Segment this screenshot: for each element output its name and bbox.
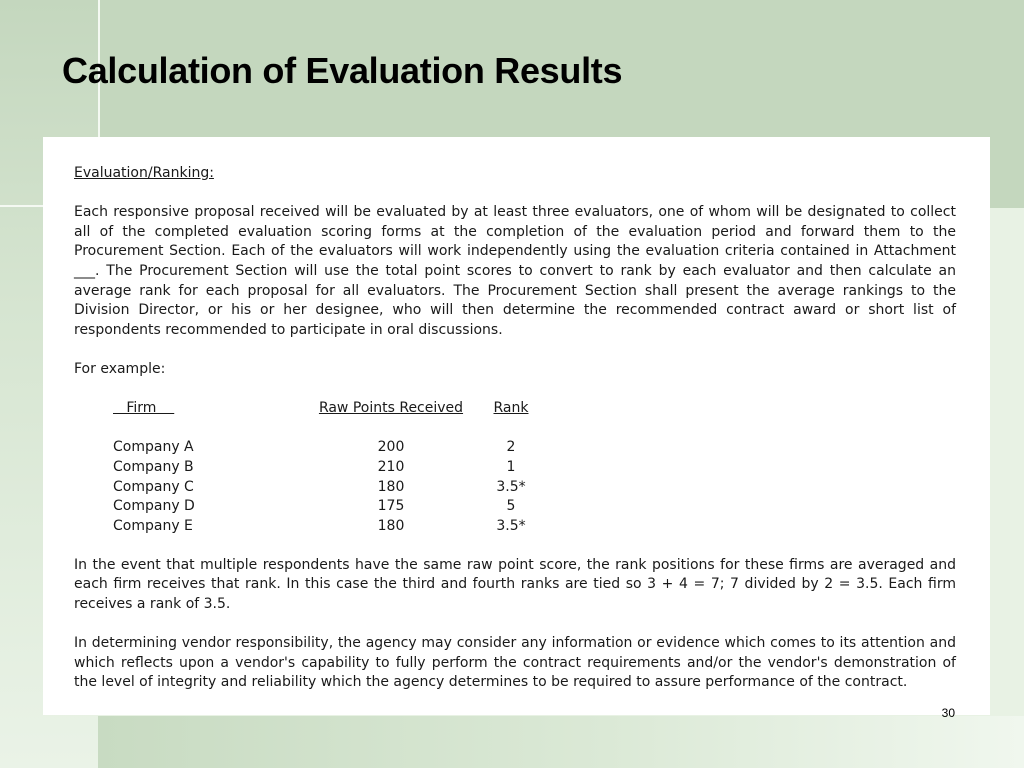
section-heading: Evaluation/Ranking:	[74, 165, 214, 181]
cell-points: 175	[377, 498, 405, 515]
cell-rank: 2	[506, 439, 516, 456]
table-row	[113, 478, 531, 498]
slide-title: Calculation of Evaluation Results	[62, 50, 623, 91]
ranking-table	[113, 399, 531, 536]
table-row	[113, 517, 531, 537]
cell-rank: 5	[506, 498, 516, 515]
background-bottom-band	[98, 716, 1024, 768]
paragraph-vendor-responsibility: In determining vendor responsibility, the agency may consider any information or evidence which comes to its attention and which reflects upon a vendor's capability to fully perform the contract requirements and/or the vendor's demonstration of the level of integrity and reliability which the agency determines to be required to assure performance of the contract.	[74, 635, 956, 691]
cell-points: 180	[377, 517, 405, 534]
table-header-row	[113, 399, 531, 419]
cell-points: 200	[377, 439, 405, 456]
table-row	[113, 458, 531, 478]
column-header-raw-points: Raw Points Received	[318, 400, 464, 417]
cell-firm: Company E	[113, 517, 193, 534]
column-header-firm: Firm	[113, 400, 175, 417]
document-content	[74, 164, 956, 693]
paragraph-tie-rule: In the event that multiple respondents have the same raw point score, the rank positions for these firms are averaged and each firm receives that rank. In this case the third and fourth ranks are tied so 3 + 4 = 7; 7 divided by 2 = 3.5. Each firm receives a rank of 3.5.	[74, 556, 956, 613]
cell-rank: 1	[506, 458, 516, 475]
table-spacer-row	[113, 419, 531, 439]
example-label: For example:	[74, 360, 166, 377]
table-row	[113, 497, 531, 517]
cell-points: 180	[377, 478, 405, 495]
cell-firm: Company B	[113, 458, 194, 475]
cell-firm: Company C	[113, 478, 194, 495]
column-header-rank: Rank	[493, 400, 529, 417]
page-number: 30	[941, 706, 955, 720]
cell-firm: Company D	[113, 498, 195, 515]
document-image	[43, 137, 990, 720]
decorative-horizontal-line	[0, 205, 44, 207]
cell-rank: 3.5*	[496, 478, 526, 495]
paragraph-evaluation-process: Each responsive proposal received will be evaluated by at least three evaluators, one of whom will be designated to collect all of the completed evaluation scoring forms at the completion of the evaluation period and forward them to the Procurement Section. Each of the evaluators will work independently using the evaluation criteria contained in Attachment ___. The Procurement Section will use the total point scores to convert to rank by each evaluator and then calculate an average rank for each proposal for all evaluators. The Procurement Section shall present the average rankings to the Division Director, or his or her designee, who will then determine the recommended contract award or short list of respondents recommended to participate in oral discussions.	[74, 204, 956, 338]
cell-points: 210	[377, 458, 405, 475]
cell-firm: Company A	[113, 439, 194, 456]
table-row	[113, 438, 531, 458]
cell-rank: 3.5*	[496, 517, 526, 534]
